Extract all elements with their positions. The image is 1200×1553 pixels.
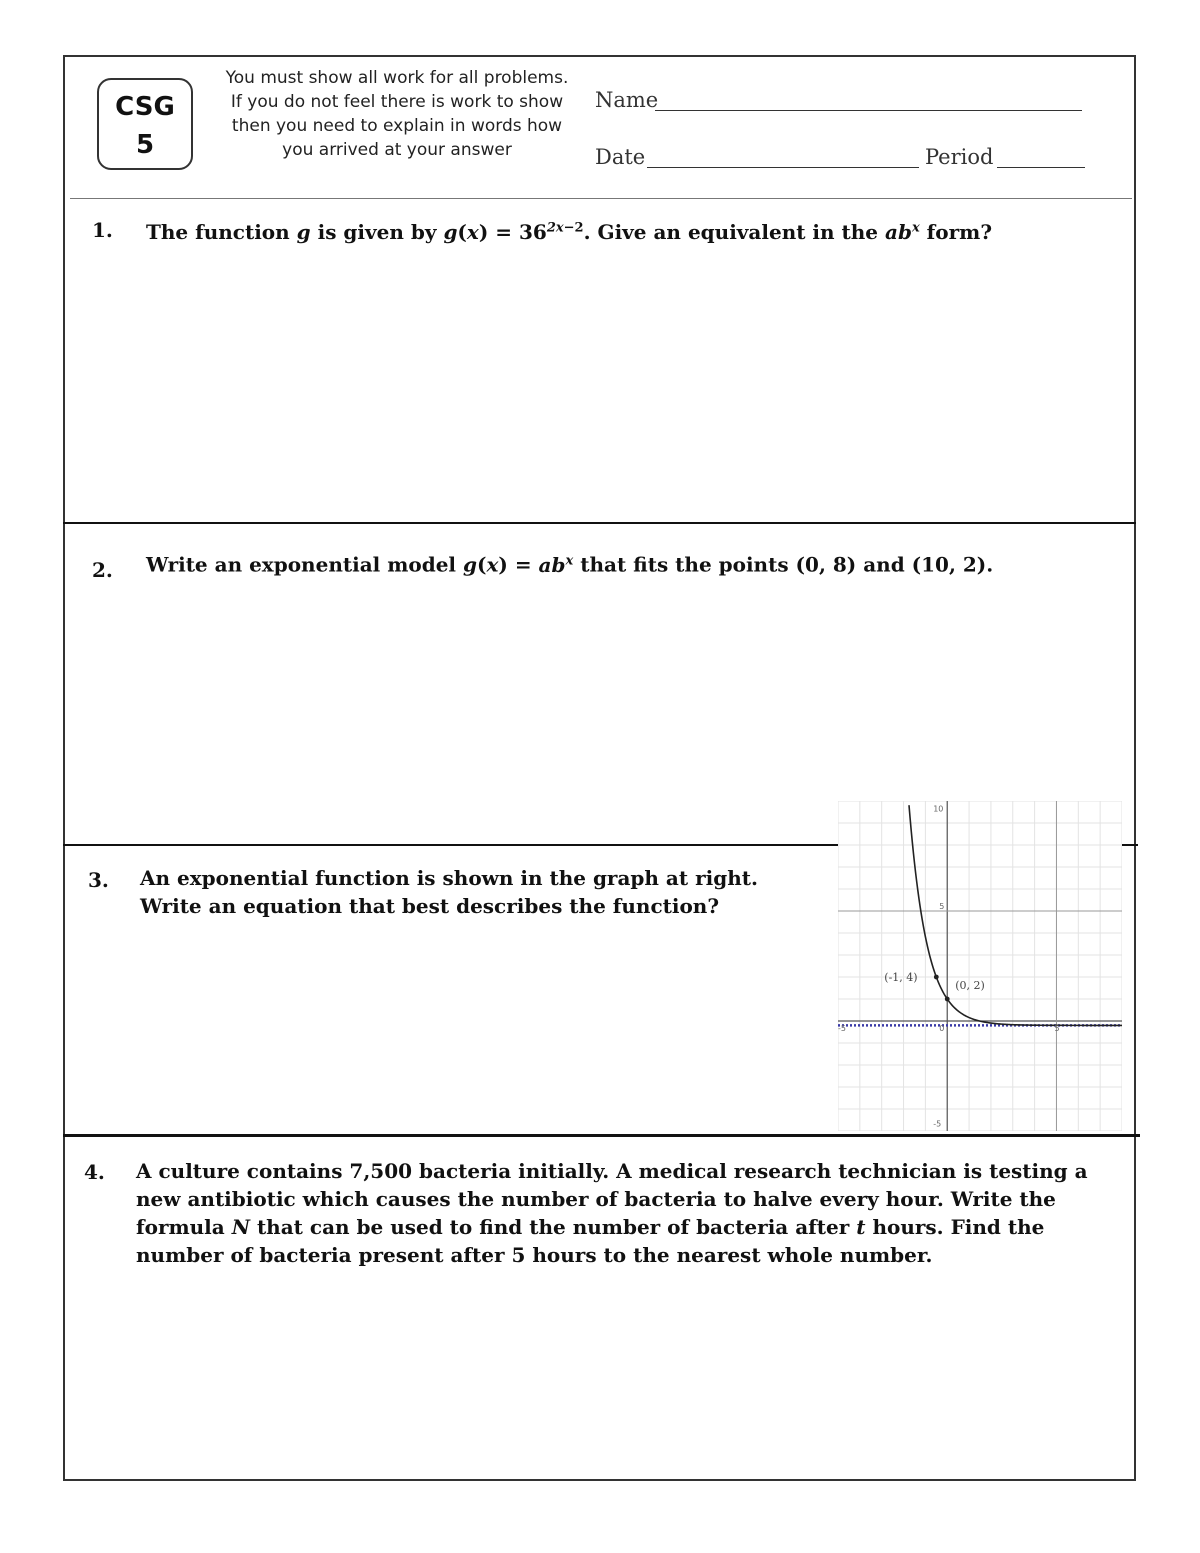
graph-axes	[838, 801, 1122, 1131]
exponential-curve	[909, 805, 1122, 1025]
question-1-text: The function g is given by $g(x) = 36^{2x-2}$. Give an equivalent in the $ab^x$ form?	[146, 219, 993, 244]
graph-point	[934, 975, 939, 980]
header-divider	[70, 198, 1132, 199]
graph-point	[945, 997, 950, 1002]
x-tick-zero: 0	[939, 1024, 945, 1033]
section-divider-2-end	[1122, 844, 1138, 846]
question-4-number: 4.	[84, 1160, 105, 1184]
name-label: Name	[595, 88, 659, 112]
graph-points	[884, 971, 985, 1001]
question-1-number: 1.	[92, 218, 113, 242]
y-tick-top: 10	[933, 804, 944, 814]
question-3-text	[140, 864, 820, 920]
question-4-text: A culture contains 7,500 bacteria initially. A medical research technician is testing a new antibiotic which causes the number of bacteria to halve every hour. Write the formula N that can be used to find the number of bacteria after t hours. Find the number of bacteria present after 5 hours to the nearest whole number.	[136, 1159, 1088, 1267]
graph-svg	[838, 801, 1122, 1131]
question-3-number: 3.	[88, 868, 109, 892]
question-2-number: 2.	[92, 558, 113, 582]
csg-badge	[97, 78, 193, 170]
point-label: (-1, 4)	[884, 971, 918, 984]
section-divider-2	[63, 844, 838, 846]
badge-line2: 5	[135, 130, 155, 160]
period-label: Period	[925, 145, 994, 169]
x-tick-right: 5	[1054, 1024, 1060, 1033]
section-divider-3	[63, 1134, 1140, 1137]
point-label: (0, 2)	[955, 979, 985, 992]
graph-tick-labels	[838, 804, 1060, 1128]
period-field[interactable]	[997, 167, 1085, 168]
date-field[interactable]	[647, 167, 919, 168]
question-3-line2: Write an equation that best describes the function?	[140, 894, 720, 918]
x-tick-left: -5	[838, 1024, 846, 1033]
badge-line1: CSG	[115, 92, 175, 122]
y-tick-mid: 5	[939, 902, 945, 911]
question-2-text: Write an exponential model $g(x) = ab^x$ that fits the points (0, 8) and (10, 2).	[146, 552, 994, 577]
name-field[interactable]	[655, 110, 1082, 111]
section-divider-1	[63, 522, 1136, 524]
graph-grid	[838, 801, 1122, 1131]
exponential-graph	[838, 801, 1122, 1131]
date-label: Date	[595, 145, 646, 169]
y-tick-bottom: -5	[933, 1119, 942, 1129]
instructions-text: You must show all work for all problems. If you do not feel there is work to show then you need to explain in words how you arrived at your answer	[225, 68, 569, 160]
question-3-line1: An exponential function is shown in the graph at right.	[140, 866, 758, 890]
